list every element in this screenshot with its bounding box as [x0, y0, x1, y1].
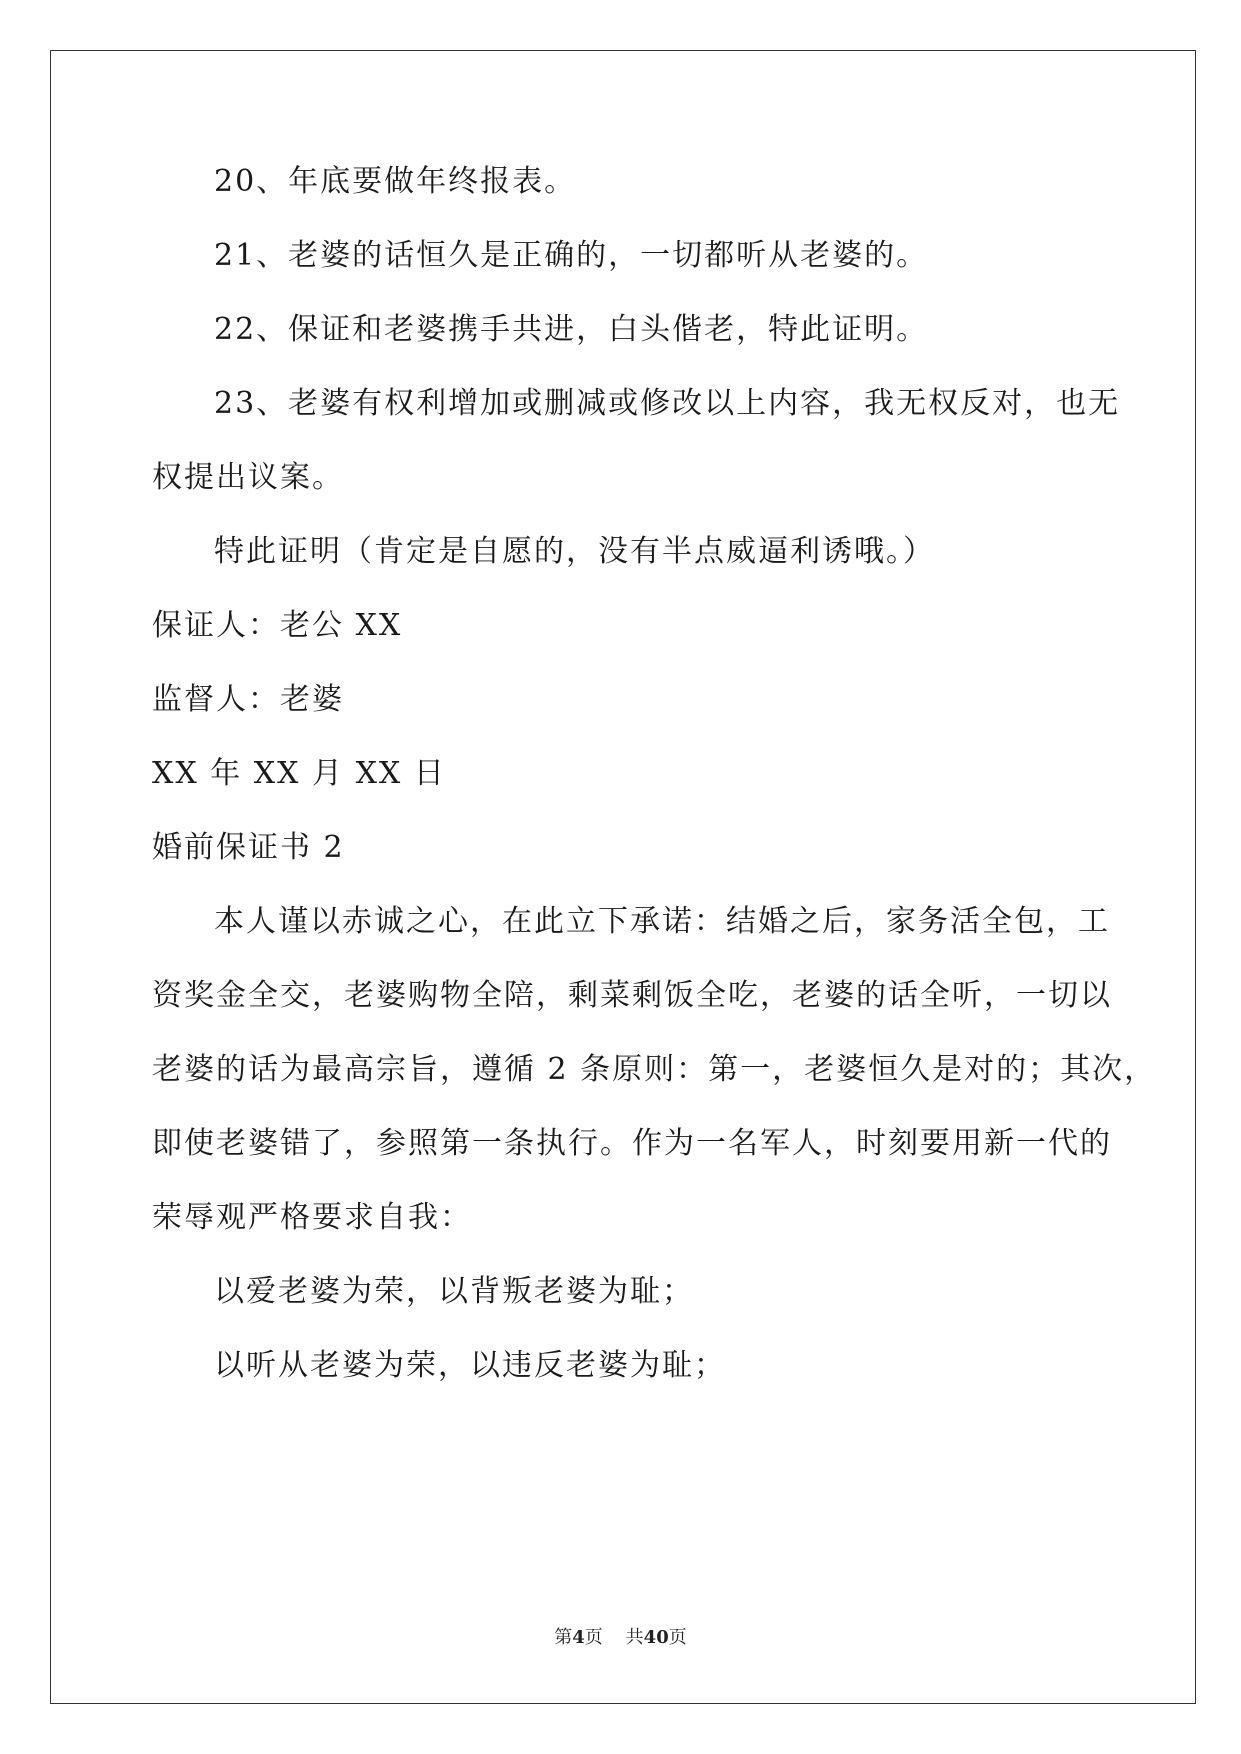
- paragraph-line: 资奖金全交，老婆购物全陪，剩菜剩饭全吃，老婆的话全听，一切以: [152, 978, 1112, 1013]
- footer-prefix: 第: [554, 1627, 573, 1648]
- section-title: 婚前保证书 2: [152, 830, 345, 865]
- item-21: 21、老婆的话恒久是正确的，一切都听从老婆的。: [214, 238, 929, 273]
- paragraph-line: 老婆的话为最高宗旨，遵循 2 条原则：第一，老婆恒久是对的；其次，: [152, 1052, 1157, 1087]
- total-page-count: 40: [643, 1627, 669, 1648]
- footer-page-word: 页: [584, 1627, 603, 1648]
- item-20: 20、年底要做年终报表。: [214, 164, 577, 199]
- page-footer: [0, 1623, 1241, 1649]
- paragraph-line: 即使老婆错了，参照第一条执行。作为一名军人，时刻要用新一代的: [152, 1126, 1112, 1161]
- page-border: [50, 50, 1196, 1704]
- paragraph-line: 本人谨以赤诚之心，在此立下承诺：结婚之后，家务活全包，工: [214, 904, 1110, 939]
- date-line: XX 年 XX 月 XX 日: [152, 756, 446, 791]
- motto-line: 以爱老婆为荣，以背叛老婆为耻；: [214, 1274, 694, 1309]
- item-23-continued: 权提出议案。: [152, 460, 344, 495]
- certification-statement: 特此证明（肯定是自愿的，没有半点威逼利诱哦。）: [214, 534, 935, 569]
- supervisor-line: 监督人：老婆: [152, 682, 344, 717]
- motto-line: 以听从老婆为荣，以违反老婆为耻；: [214, 1348, 726, 1383]
- footer-total-suffix: 页: [668, 1627, 687, 1648]
- item-23: 23、老婆有权利增加或删减或修改以上内容，我无权反对，也无: [214, 386, 1121, 421]
- footer-total-prefix: 共: [625, 1627, 644, 1648]
- current-page-number: 4: [572, 1627, 585, 1648]
- guarantor-line: 保证人：老公 XX: [152, 608, 403, 643]
- paragraph-line: 荣辱观严格要求自我：: [152, 1200, 472, 1235]
- item-22: 22、保证和老婆携手共进，白头偕老，特此证明。: [214, 312, 929, 347]
